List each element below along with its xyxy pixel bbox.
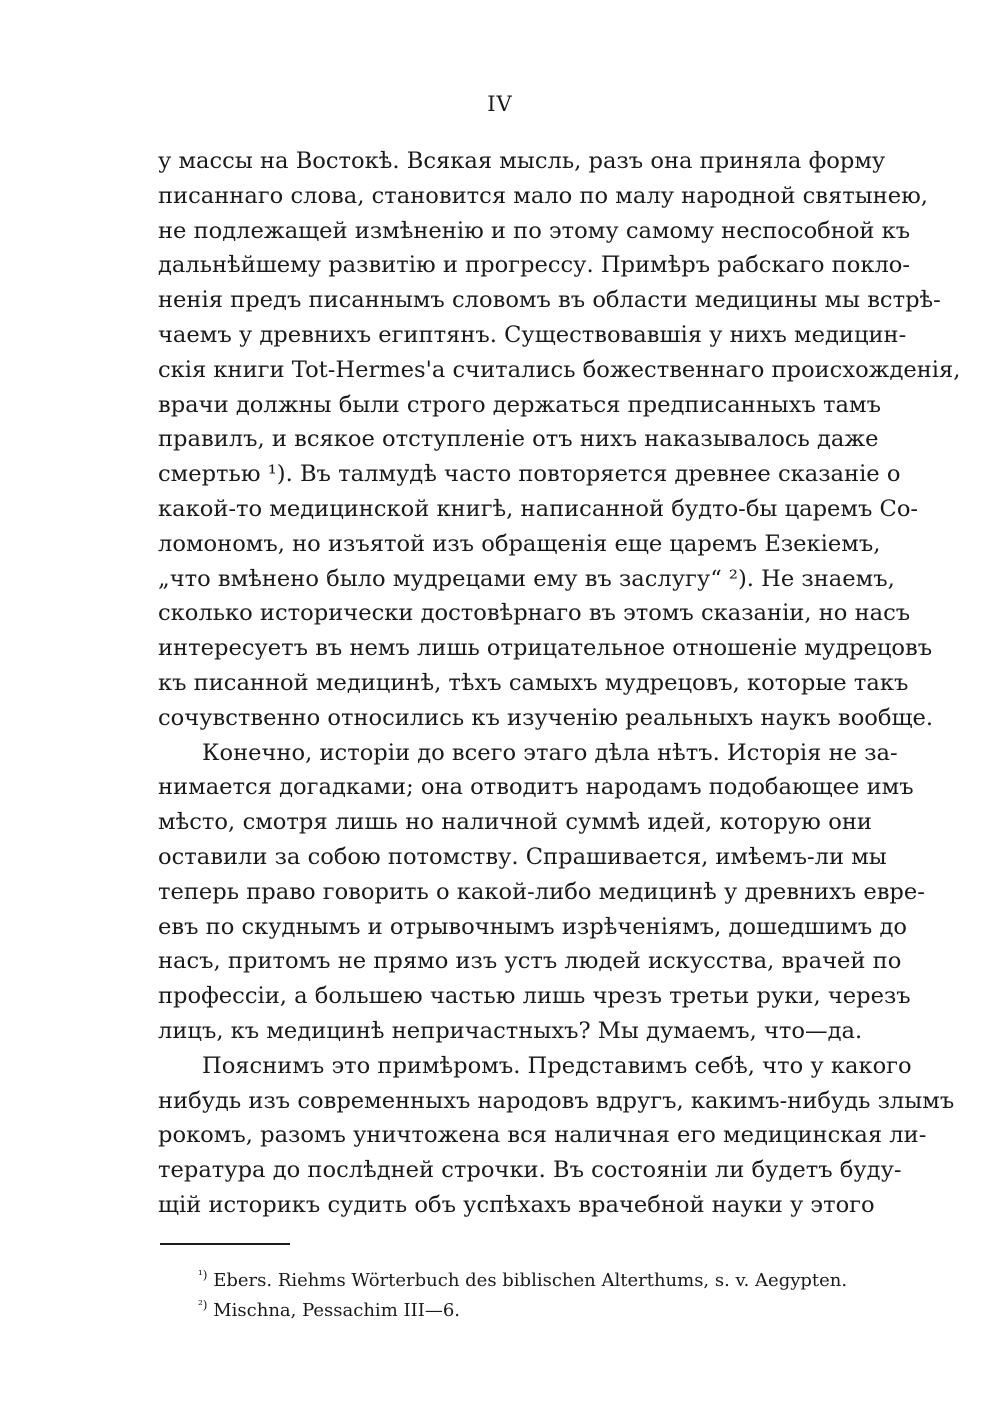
text-line: дальнѣйшему развитію и прогрессу. Примѣръ рабскаго покло- bbox=[158, 252, 911, 279]
text-line: евъ по скуднымъ и отрывочнымъ изрѣченіямъ, дошедшимъ до bbox=[158, 913, 908, 940]
text-line: у массы на Востокѣ. Всякая мысль, разъ она приняла форму bbox=[158, 148, 886, 174]
text-line: нибудь изъ современныхъ народовъ вдругъ, какимъ-нибудь злымъ bbox=[158, 1087, 955, 1114]
text-line: какой-то медицинской книгѣ, написанной будто-бы царемъ Со- bbox=[158, 495, 919, 522]
text-line: профессіи, а большею частью лишь чрезъ третьи руки, черезъ bbox=[158, 983, 911, 1010]
text-line: смертью ¹). Въ талмудѣ часто повторяется древнее сказаніе о bbox=[158, 461, 901, 488]
text-line: чаемъ у древнихъ египтянъ. Существовавшія у нихъ медицин- bbox=[158, 321, 907, 348]
text-line: не подлежащей измѣненію и по этому самому неспособной къ bbox=[158, 217, 911, 244]
text-line: щій историкъ судить объ успѣхахъ врачебной науки у этого bbox=[158, 1191, 875, 1218]
text-line: тература до послѣдней строчки. Въ состояніи ли будетъ буду- bbox=[158, 1157, 902, 1184]
text-line: правилъ, и всякое отступленіе отъ нихъ наказывалось даже bbox=[158, 426, 879, 453]
body-text bbox=[158, 144, 961, 1223]
text-line: ломономъ, но изъятой изъ обращенія еще царемъ Езекіемъ, bbox=[158, 530, 881, 557]
text-line: ненія предъ писаннымъ словомъ въ области медицины мы встрѣ- bbox=[158, 287, 941, 314]
footnote-text: Ebers. Riehms Wörterbuch des biblischen Alterthums, s. v. Aegypten. bbox=[213, 1270, 848, 1291]
text-line: оставили за собою потомству. Спрашивается, имѣемъ-ли мы bbox=[158, 843, 887, 870]
text-line: теперь право говорить о какой-либо медицинѣ у древнихъ евре- bbox=[158, 878, 925, 905]
text-line: писаннаго слова, становится мало по малу народной святынею, bbox=[158, 182, 928, 209]
footnote-1 bbox=[198, 1260, 878, 1290]
footnotes bbox=[198, 1260, 878, 1320]
footnote-divider bbox=[160, 1243, 290, 1245]
text-line: рокомъ, разомъ уничтожена вся наличная его медицинская ли- bbox=[158, 1122, 927, 1149]
footnote-mark: ²) bbox=[198, 1298, 208, 1312]
footnote-mark: ¹) bbox=[198, 1268, 208, 1282]
paragraph-1 bbox=[158, 144, 961, 736]
footnote-2 bbox=[198, 1290, 878, 1320]
text-line: сочувственно относились къ изученію реальныхъ наукъ вообще. bbox=[158, 704, 934, 731]
paragraph-3 bbox=[158, 1049, 955, 1223]
paragraph-2 bbox=[158, 736, 925, 1049]
text-line: мѣсто, смотря лишь но наличной суммѣ идей, которую они bbox=[158, 809, 872, 836]
text-line: нимается догадками; она отводитъ народамъ подобающее имъ bbox=[158, 774, 914, 801]
text-line: интересуетъ въ немъ лишь отрицательное отношеніе мудрецовъ bbox=[158, 635, 933, 662]
text-line: врачи должны были строго держаться предписанныхъ тамъ bbox=[158, 391, 881, 418]
text-line: Конечно, исторіи до всего этаго дѣла нѣтъ. Исторія не за- bbox=[202, 739, 898, 766]
text-line: скія книги Tot-Hermes'a считались божественнаго происхожденія, bbox=[158, 356, 961, 383]
text-line: Пояснимъ это примѣромъ. Представимъ себѣ, что у какого bbox=[202, 1052, 912, 1079]
page-number: IV bbox=[487, 92, 513, 116]
text-line: „что вмѣнено было мудрецами ему въ заслугу“ ²). Не знаемъ, bbox=[158, 565, 895, 592]
text-line: сколько исторически достовѣрнаго въ этомъ сказаніи, но насъ bbox=[158, 600, 911, 627]
text-line: къ писанной медицинѣ, тѣхъ самыхъ мудрецовъ, которые такъ bbox=[158, 669, 909, 696]
footnote-text: Mischna, Pessachim III—6. bbox=[213, 1300, 460, 1321]
text-line: насъ, притомъ не прямо изъ устъ людей искусства, врачей по bbox=[158, 948, 902, 975]
text-line: лицъ, къ медицинѣ непричастныхъ? Мы думаемъ, что—да. bbox=[158, 1017, 863, 1044]
